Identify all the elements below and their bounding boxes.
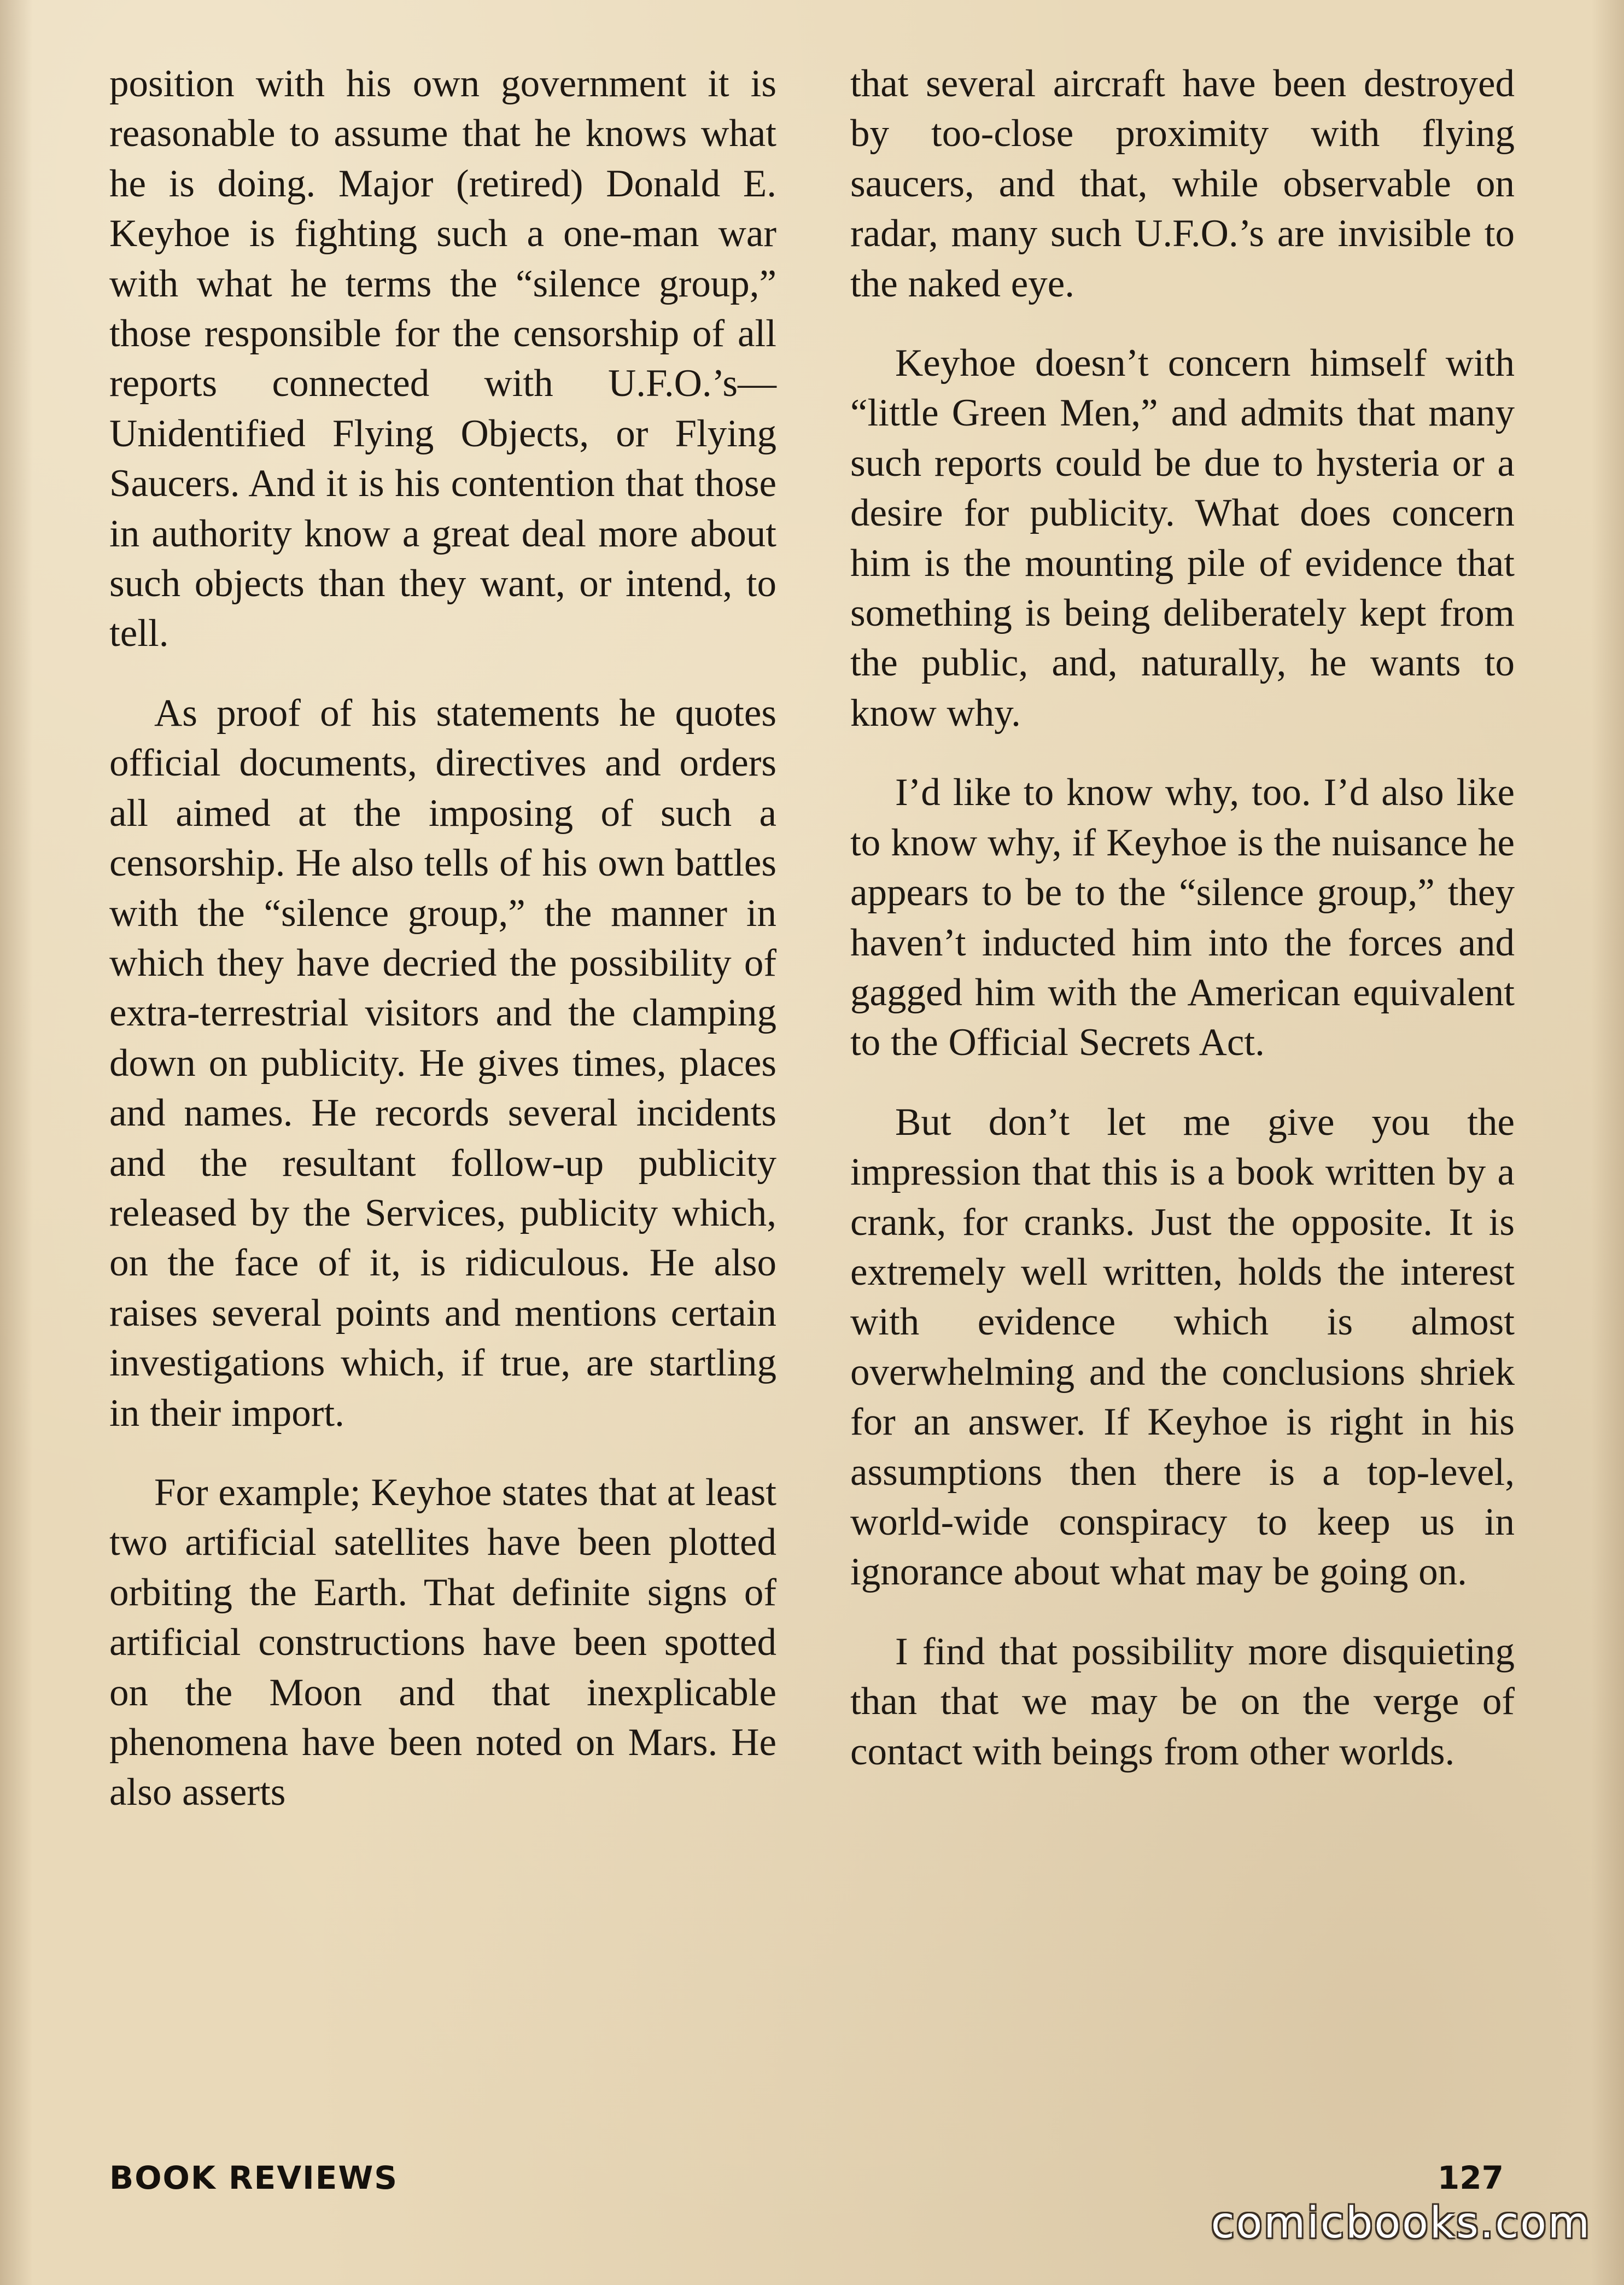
paragraph: For example; Keyhoe states that at least two artificial satellites have been plotted orbiting the Earth. That definite signs of artificial constructions have been spotted on the Moon and that inexplicable phenomena have been noted on Mars. He also asserts [109, 1471, 776, 1814]
page-number: 127 [1437, 2159, 1504, 2196]
paragraph-continued: that several aircraft have been destroyed by too-close proximity with flying saucers, and that, while observable on radar, many such U.F.O.’s are invisible to the naked eye. [850, 62, 1515, 305]
paragraph-continued: position with his own government it is reasonable to assume that he knows what he is doing. Major (retired) Donald E. Keyhoe is fighting such a one-man war with what he terms the “silence group,” those responsible for the censorship of all reports connected with U.F.O.’s—Unidentified Flying Objects, or Flying Saucers. And it is his contention that those in authority know a great deal more about such objects than they want, or intend, to tell. [109, 62, 776, 655]
running-head: BOOK REVIEWS [109, 2159, 399, 2196]
left-text-column [109, 59, 776, 1847]
right-text-column [850, 59, 1515, 1806]
paragraph: But don’t let me give you the impression that this is a book written by a crank, for cranks. Just the opposite. It is extremely well written, holds the interest with evidence which is almost overwhelming and the conclusions shriek for an answer. If Keyhoe is right in his assumptions then there is a top-level, world-wide conspiracy to keep us in ignorance about what may be going on. [850, 1100, 1515, 1594]
page-footer [109, 2159, 1504, 2203]
paragraph: I’d like to know why, too. I’d also like to know why, if Keyhoe is the nuisance he appears to be to the “silence group,” they haven’t inducted him into the forces and gagged him with the American equivalent to the Official Secrets Act. [850, 771, 1515, 1064]
watermark: comicbooks.com [1211, 2199, 1591, 2248]
paragraph: Keyhoe doesn’t concern himself with “little Green Men,” and admits that many such reports could be due to hysteria or a desire for publicity. What does concern him is the mounting pile of evidence that something is being deliberately kept from the public, and, naturally, he wants to know why. [850, 342, 1515, 735]
paragraph: As proof of his statements he quotes official documents, directives and orders all aimed at the imposing of such a censorship. He also tells of his own battles with the “silence group,” the manner in which they have decried the possibility of extra-terrestrial visitors and the clamping down on publicity. He gives times, places and names. He records several incidents and the resultant follow-up publicity released by the Services, publicity which, on the face of it, is ridiculous. He also raises several points and mentions certain investigations which, if true, are startling in their import. [109, 691, 776, 1435]
page-edge-shadow-right [1591, 0, 1624, 2285]
paragraph: I find that possibility more disquieting than that we may be on the verge of contact with beings from other worlds. [850, 1630, 1515, 1773]
page-edge-shadow-left [0, 0, 33, 2285]
